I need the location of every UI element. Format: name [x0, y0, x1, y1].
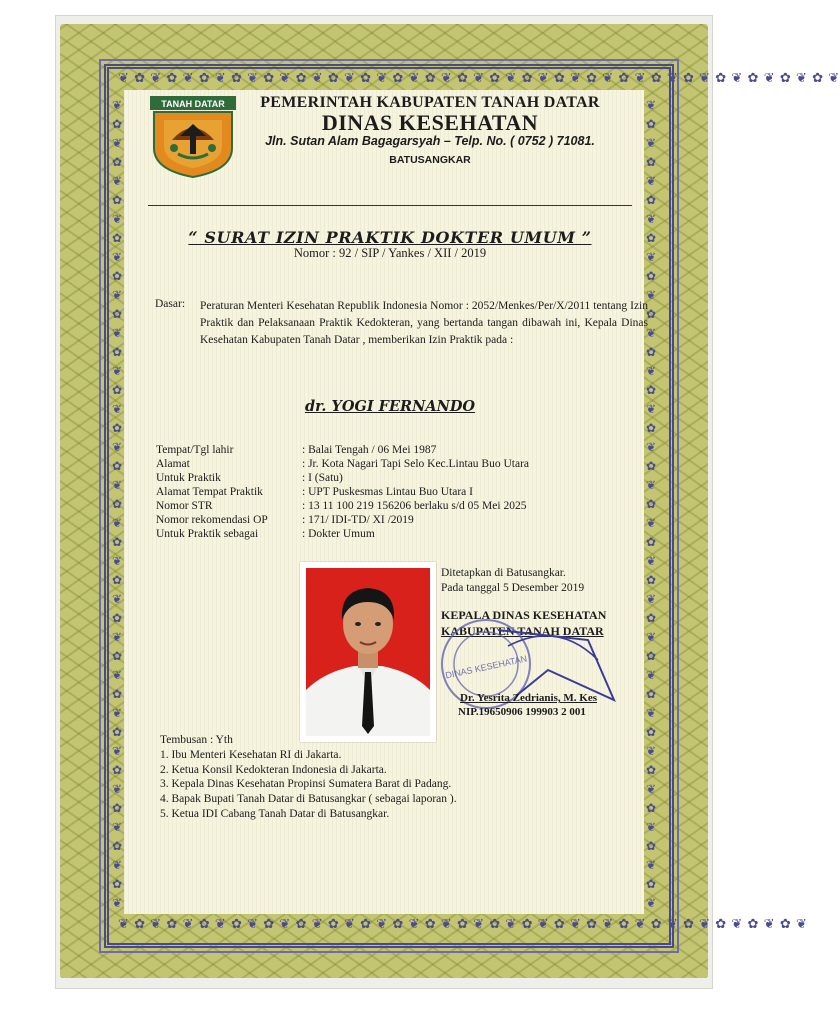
- detail-row: [156, 485, 529, 499]
- tanah-datar-logo-icon: [150, 96, 236, 178]
- detail-row: [156, 457, 529, 471]
- list-item: 5. Ketua IDI Cabang Tanah Datar di Batusangkar.: [160, 807, 390, 820]
- frame-ornament-top: ❦ ✿ ❦ ✿ ❦ ✿ ❦ ✿ ❦ ✿ ❦ ✿ ❦ ✿ ❦ ✿ ❦ ✿ ❦ ✿ ❦ ✿ ❦ ✿ ❦ ✿ ❦ ✿ ❦ ✿ ❦ ✿ ❦ ✿ ❦ ✿ ❦ ✿ ❦ ✿ ❦ ✿ ❦ ✿ ❦: [118, 70, 840, 85]
- detail-row: [156, 499, 529, 513]
- detail-label: Untuk Praktik: [156, 472, 221, 484]
- detail-label: Tempat/Tgl lahir: [156, 444, 234, 456]
- document-number: Nomor : 92 / SIP / Yankes / XII / 2019: [293, 246, 487, 260]
- agency-address: Jln. Sutan Alam Bagagarsyah – Telp. No. ( 0752 ) 71081.: [265, 134, 595, 148]
- issued-place: Ditetapkan di Batusangkar.: [441, 567, 566, 579]
- official-nip: NIP.19650906 199903 2 001: [458, 706, 586, 718]
- doctor-photo: [300, 562, 436, 742]
- detail-value: : 13 11 100 219 156206 berlaku s/d 05 Mei 2025: [302, 500, 527, 512]
- detail-row: [156, 513, 529, 527]
- doctor-details: [156, 443, 529, 541]
- agency-city: BATUSANGKAR: [389, 154, 471, 166]
- frame-ornament-right: ❦ ✿ ❦ ✿ ❦ ✿ ❦ ✿ ❦ ✿ ❦ ✿ ❦ ✿ ❦ ✿ ❦ ✿ ❦ ✿ ❦ ✿ ❦ ✿ ❦ ✿ ❦ ✿ ❦ ✿ ❦ ✿ ❦ ✿ ❦ ✿ ❦ ✿ ❦ ✿ ❦ ✿ ❦: [645, 98, 657, 910]
- detail-value: : 171/ IDI-TD/ XI /2019: [302, 514, 414, 526]
- detail-label: Alamat: [156, 458, 190, 470]
- detail-value: : Jr. Kota Nagari Tapi Selo Kec.Lintau Buo Utara: [302, 458, 530, 470]
- list-item: 1. Ibu Menteri Kesehatan RI di Jakarta.: [160, 748, 342, 761]
- stamp-text: DINAS KESEHATAN: [444, 653, 528, 681]
- detail-row: [156, 527, 529, 541]
- doctor-name: dr. YOGI FERNANDO: [304, 398, 476, 415]
- agency-name: DINAS KESEHATAN: [321, 110, 539, 135]
- portrait-icon: [306, 568, 430, 736]
- list-item: 4. Bapak Bupati Tanah Datar di Batusangkar ( sebagai laporan ).: [160, 793, 457, 806]
- dasar-label: Dasar:: [155, 298, 186, 310]
- detail-value: : Balai Tengah / 06 Mei 1987: [302, 444, 437, 456]
- detail-value: : I (Satu): [302, 472, 343, 484]
- list-item: 3. Kepala Dinas Kesehatan Propinsi Sumatera Barat di Padang.: [160, 778, 452, 791]
- detail-row: [156, 443, 529, 457]
- detail-label: Nomor rekomendasi OP: [156, 514, 268, 526]
- detail-row: [156, 471, 529, 485]
- logo-label: TANAH DATAR: [161, 99, 225, 109]
- official-title-line1: KEPALA DINAS KESEHATAN: [441, 608, 607, 622]
- tembusan-list: [160, 733, 457, 822]
- frame-ornament-left: ❦ ✿ ❦ ✿ ❦ ✿ ❦ ✿ ❦ ✿ ❦ ✿ ❦ ✿ ❦ ✿ ❦ ✿ ❦ ✿ ❦ ✿ ❦ ✿ ❦ ✿ ❦ ✿ ❦ ✿ ❦ ✿ ❦ ✿ ❦ ✿ ❦ ✿ ❦ ✿ ❦ ✿ ❦: [111, 98, 123, 910]
- official-title-line2: KABUPATEN TANAH DATAR: [441, 624, 604, 638]
- dasar-text: Peraturan Menteri Kesehatan Republik Indonesia Nomor : 2052/Menkes/Per/X/2011 tentang Izin Praktik dan Pelaksanaan Praktik Kedokteran, yang bertanda tangan dibawah ini, Kepala Dinas Kesehatan Kabupaten Tanah Datar , memberikan Izin Praktik pada :: [200, 300, 648, 346]
- detail-label: Nomor STR: [156, 500, 213, 512]
- tembusan-heading: Tembusan : Yth: [160, 734, 233, 746]
- issued-date: Pada tanggal 5 Desember 2019: [441, 582, 585, 594]
- document-title: “ SURAT IZIN PRAKTIK DOKTER UMUM ”: [188, 228, 592, 247]
- detail-label: Untuk Praktik sebagai: [156, 528, 259, 540]
- detail-label: Alamat Tempat Praktik: [156, 486, 263, 498]
- frame-ornament-bottom: ❦ ✿ ❦ ✿ ❦ ✿ ❦ ✿ ❦ ✿ ❦ ✿ ❦ ✿ ❦ ✿ ❦ ✿ ❦ ✿ ❦ ✿ ❦ ✿ ❦ ✿ ❦ ✿ ❦ ✿ ❦ ✿ ❦ ✿ ❦ ✿ ❦ ✿ ❦ ✿ ❦ ✿ ❦: [118, 916, 808, 931]
- official-name: Dr. Yesrita Zedrianis, M. Kes: [460, 692, 597, 704]
- government-name: PEMERINTAH KABUPATEN TANAH DATAR: [260, 94, 600, 111]
- header-divider: [148, 205, 632, 206]
- detail-value: : Dokter Umum: [302, 528, 375, 540]
- detail-value: : UPT Puskesmas Lintau Buo Utara I: [302, 486, 473, 498]
- list-item: 2. Ketua Konsil Kedokteran Indonesia di Jakarta.: [160, 763, 387, 776]
